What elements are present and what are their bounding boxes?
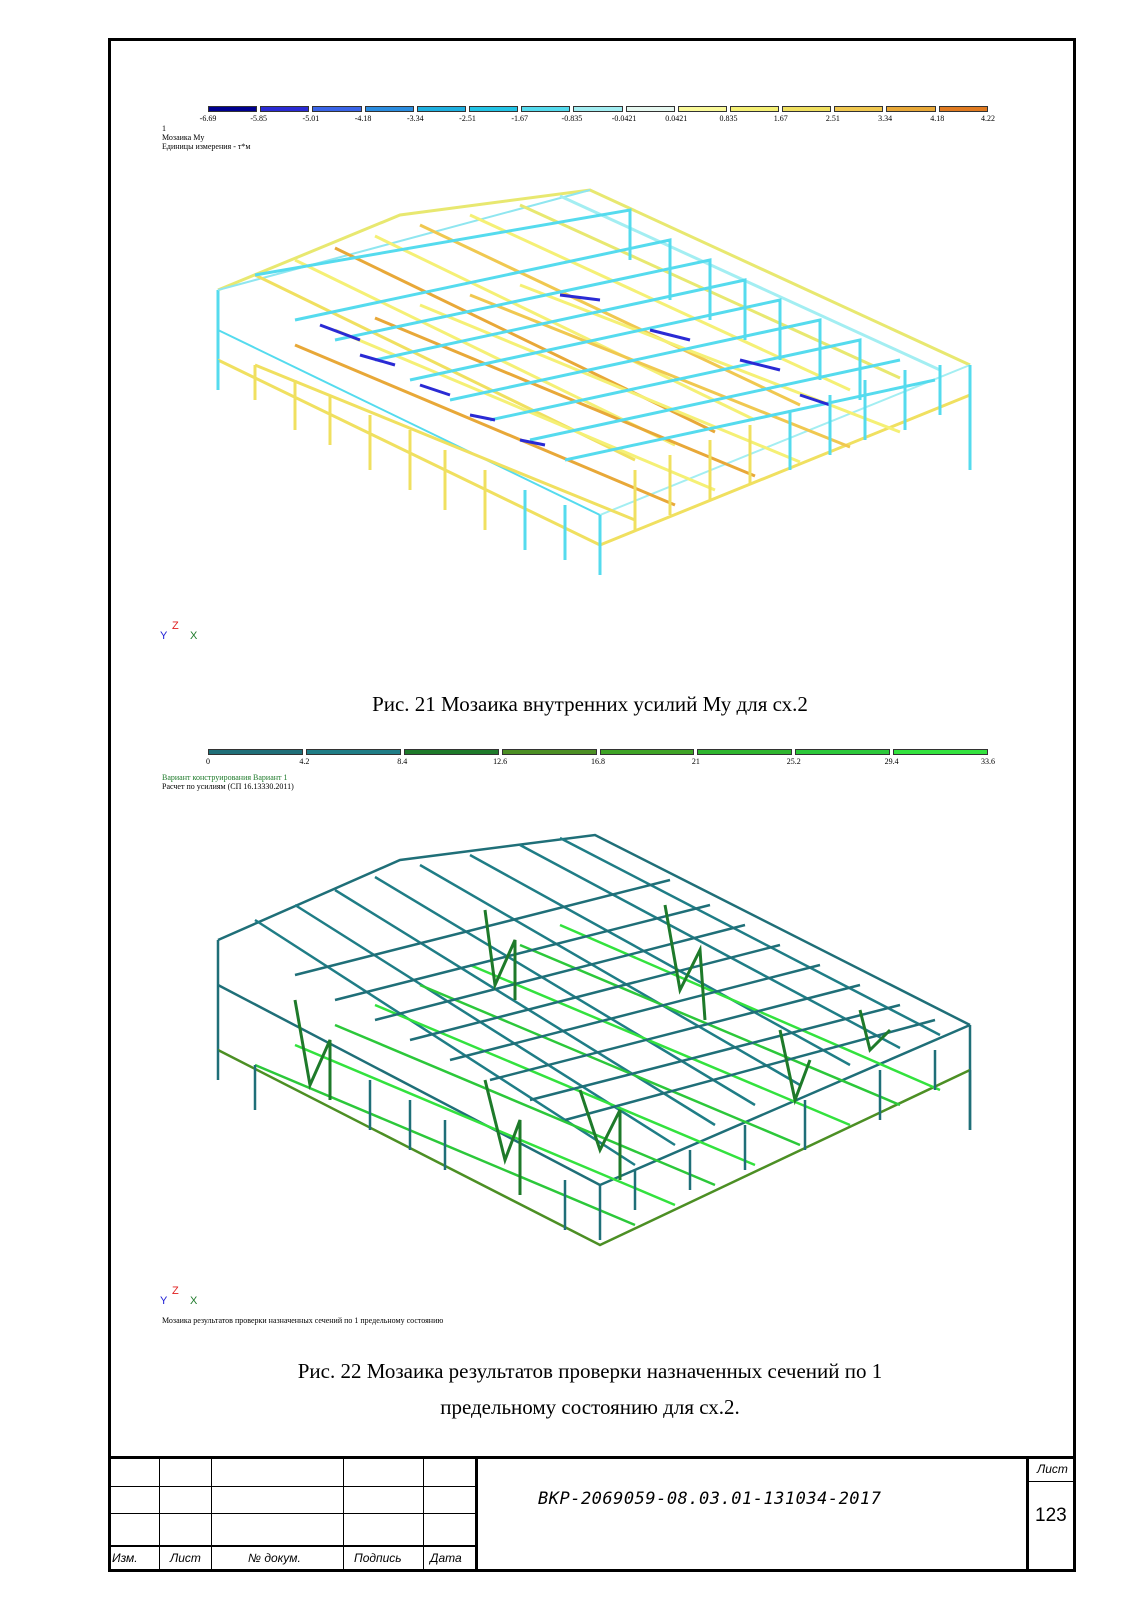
scale-tick-label: -5.01 <box>302 114 320 123</box>
axes-icon <box>160 1285 200 1315</box>
axis-z-label: Z <box>172 620 179 632</box>
figure1-caption: Рис. 21 Мозаика внутренних усилий Му для сх.2 <box>372 692 808 716</box>
axis-y-label: Y <box>160 630 168 642</box>
sheet-box <box>1026 1459 1076 1572</box>
figure1-info-line: 1 <box>162 124 166 133</box>
figure2-info-line: Расчет по усилиям (СП 16.13330.2011) <box>162 782 294 791</box>
figure2-caption-line1: Рис. 22 Мозаика результатов проверки назначенных сечений по 1 <box>297 1359 883 1383</box>
scale-tick-label: 1.67 <box>773 114 788 123</box>
scale-tick-label: -1.67 <box>511 114 529 123</box>
scale-tick-label: -0.0421 <box>611 114 637 123</box>
scale-tick-label: 33.6 <box>981 757 995 766</box>
stamp-col-data: Дата <box>430 1551 462 1565</box>
figure2-footer-text: Мозаика результатов проверки назначенных сечений по 1 предельному состоянию <box>162 1316 444 1325</box>
scale-tick-label: -5.85 <box>250 114 268 123</box>
document-code: ВКР-2069059-08.03.01-131034-2017 <box>538 1489 882 1509</box>
scale-tick-label: -4.18 <box>354 114 372 123</box>
scale-tick-label: 12.6 <box>493 757 508 766</box>
scale-tick-label: 0 <box>206 757 210 766</box>
sheet-number: 123 <box>1035 1505 1067 1526</box>
stamp-col-list: Лист <box>170 1551 201 1565</box>
scale-tick-label: 4.22 <box>981 114 995 123</box>
figure2-info-line: Вариант конструирования Вариант 1 <box>162 773 288 782</box>
scale-tick-label: 3.34 <box>878 114 893 123</box>
scale-tick-label: 25.2 <box>786 757 801 766</box>
scale-tick-label: 2.51 <box>825 114 840 123</box>
scale-tick-label: 4.2 <box>299 757 310 766</box>
axis-x-label: X <box>190 630 198 642</box>
sheet-label: Лист <box>1037 1462 1068 1476</box>
scale-tick-label: -0.835 <box>561 114 583 123</box>
axis-z-label: Z <box>172 1285 179 1297</box>
figure1-info-line: Мозаика My <box>162 133 205 142</box>
stamp-col-podpis: Подпись <box>354 1551 402 1565</box>
title-block <box>108 1456 1076 1572</box>
scale-tick-label: 0.0421 <box>665 114 688 123</box>
scale-tick-label: 29.4 <box>884 757 899 766</box>
figure1-info-line: Единицы измерения - т*м <box>162 142 251 151</box>
stamp-col-izm: Изм. <box>112 1551 138 1565</box>
scale-tick-label: 21 <box>691 757 700 766</box>
scale-tick-label: -6.69 <box>199 114 217 123</box>
axis-y-label: Y <box>160 1295 168 1307</box>
figure2-caption-line2: предельному состоянию для сх.2. <box>440 1395 740 1419</box>
scale-tick-label: -3.34 <box>406 114 424 123</box>
scale-tick-label: -2.51 <box>459 114 476 123</box>
axis-x-label: X <box>190 1295 198 1307</box>
scale-tick-label: 8.4 <box>397 757 408 766</box>
scale-tick-label: 16.8 <box>591 757 605 766</box>
stamp-col-docum: № докум. <box>248 1551 301 1565</box>
title-block-left <box>108 1459 478 1572</box>
scale-tick-label: 4.18 <box>930 114 945 123</box>
scale-tick-label: 0.835 <box>719 114 738 123</box>
